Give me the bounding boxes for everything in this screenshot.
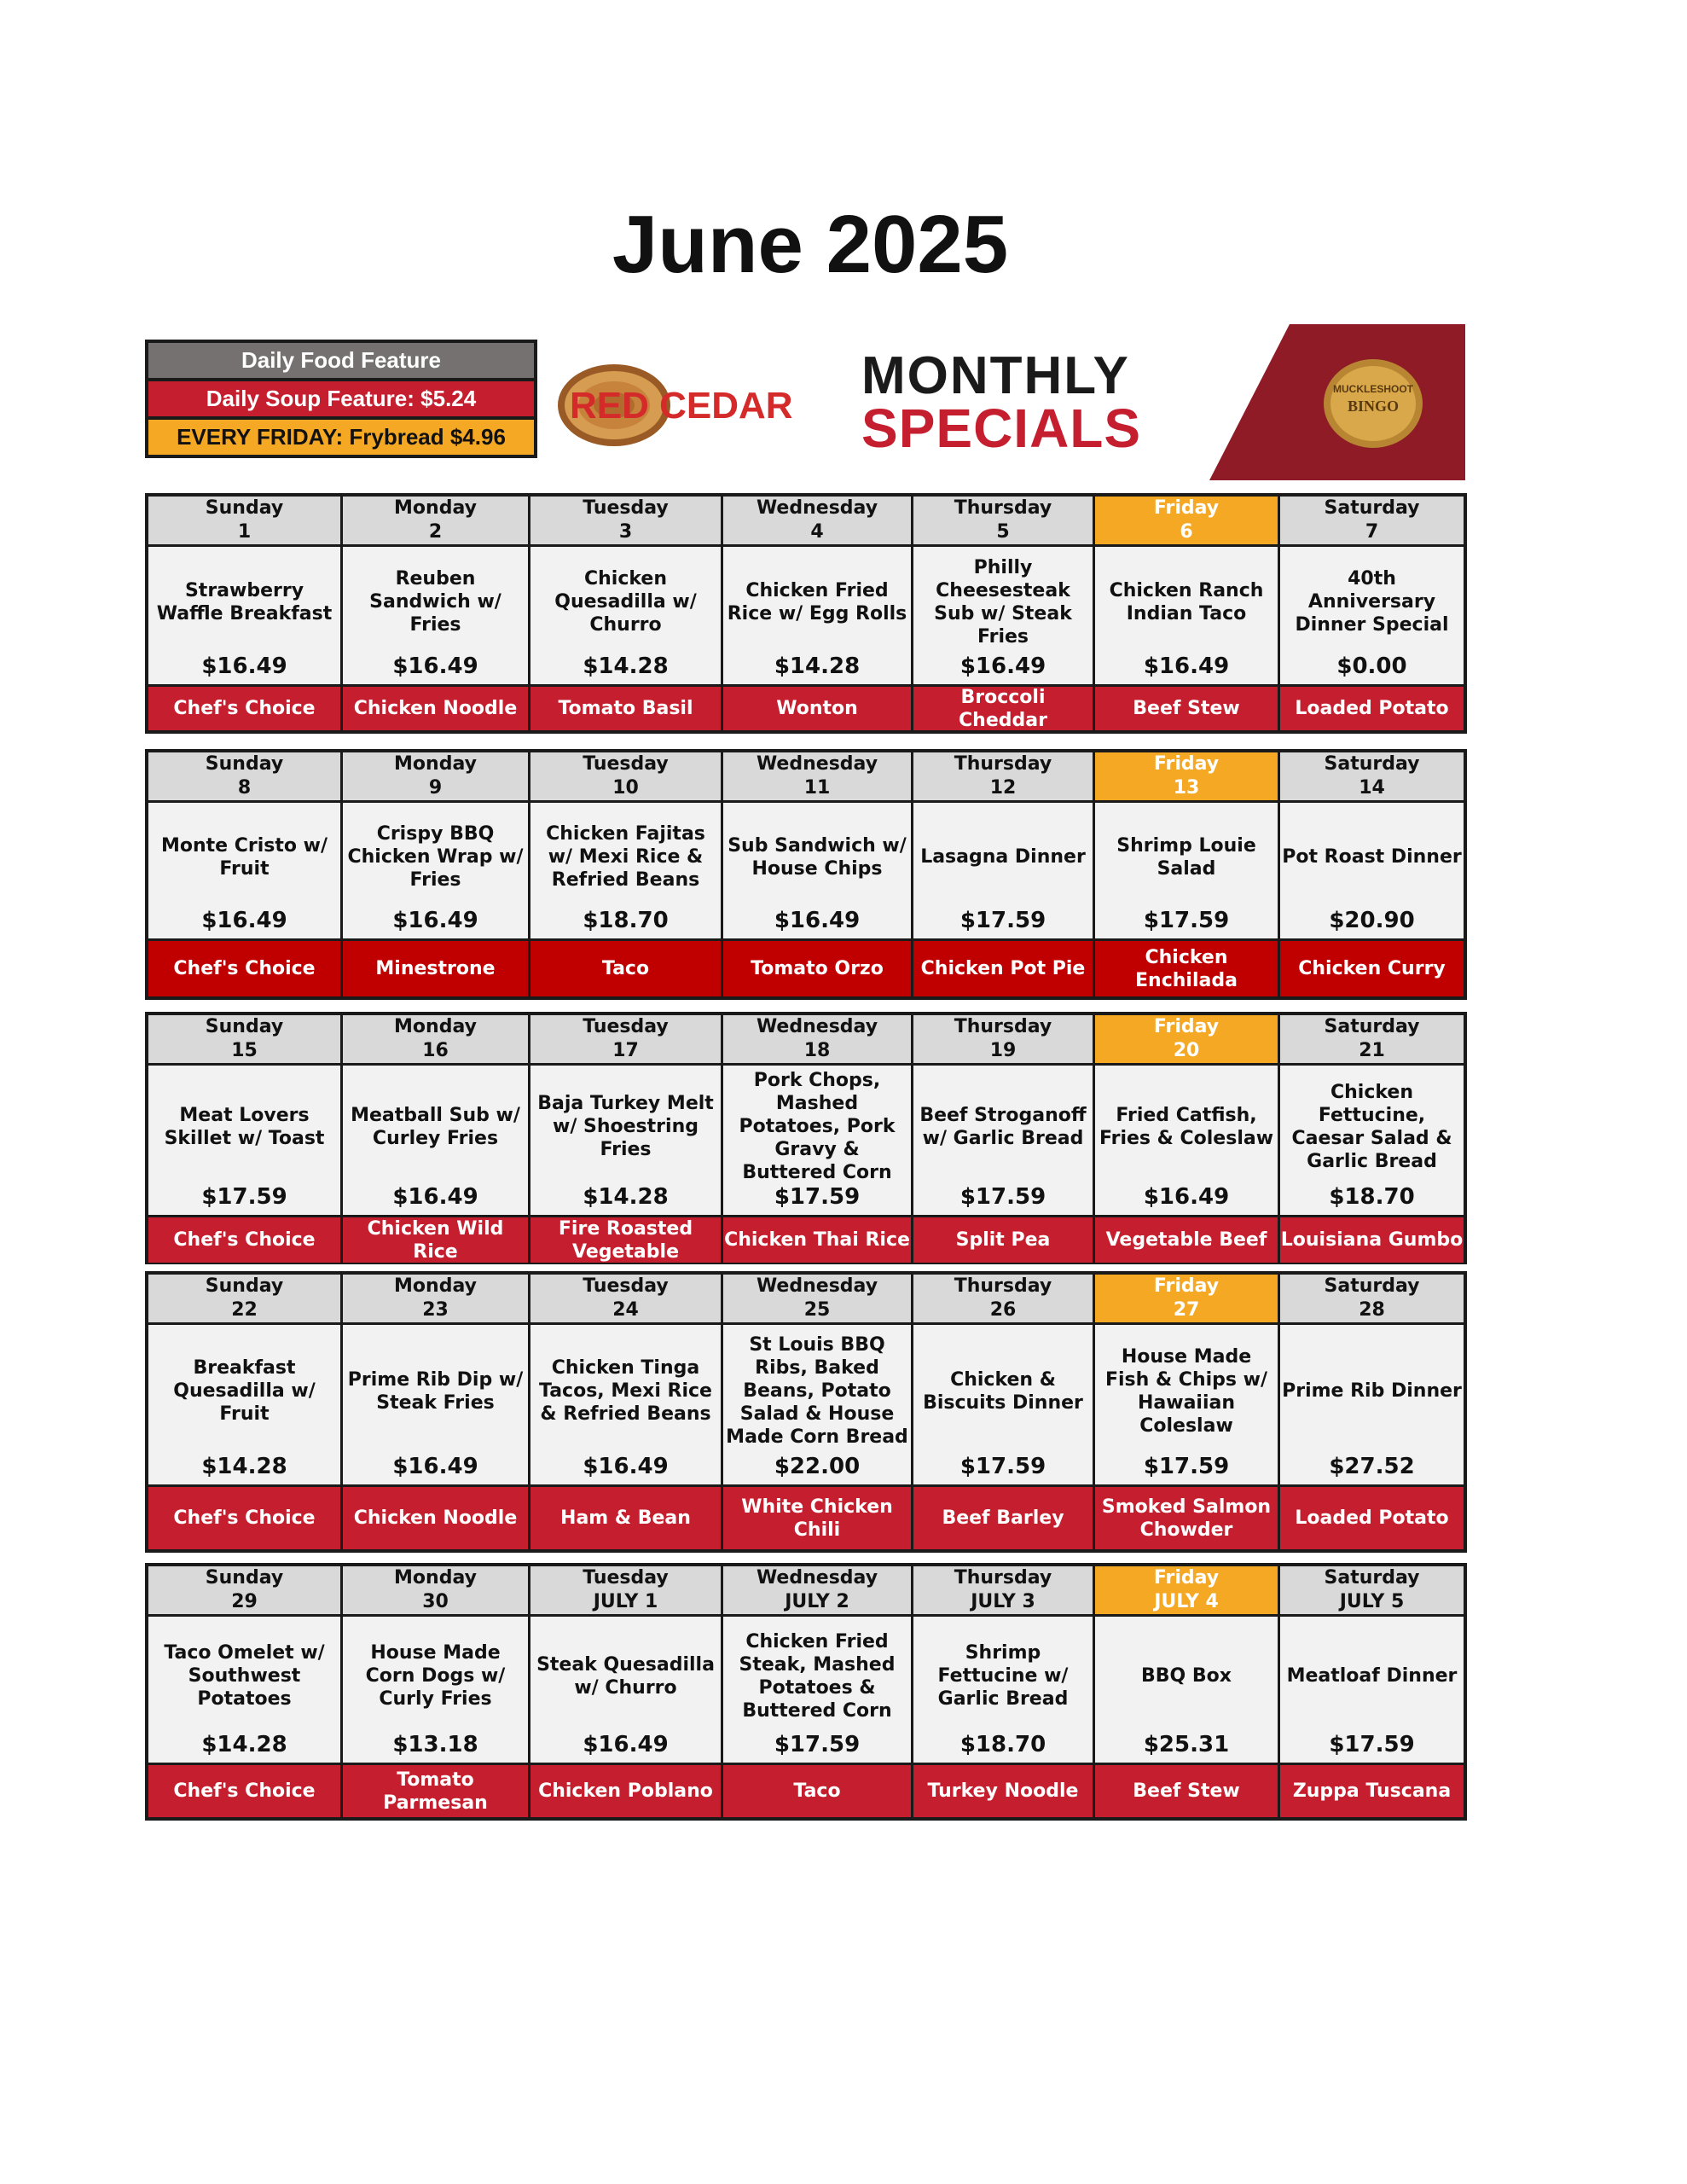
day-name: Friday [1153, 497, 1220, 519]
soup-of-day: Vegetable Beef [1095, 1215, 1278, 1263]
day-date: 3 [618, 521, 633, 543]
day-date: 17 [612, 1040, 639, 1061]
dish-area [343, 1066, 528, 1215]
dish-price: $14.28 [583, 1184, 669, 1210]
dish-price: $14.28 [774, 653, 861, 679]
day-cell [343, 1015, 530, 1263]
day-name: Monday [394, 1567, 477, 1589]
day-cell [1280, 752, 1464, 996]
dish-price: $16.49 [1143, 1184, 1230, 1210]
feature-legend [145, 340, 537, 458]
dish-price: $16.49 [392, 908, 478, 933]
dish-name: Chicken Ranch Indian Taco [1109, 579, 1264, 624]
dish-area [913, 1617, 1093, 1763]
day-date: 9 [428, 777, 443, 799]
day-cell [1095, 497, 1280, 730]
day-header [723, 1566, 911, 1617]
day-name: Wednesday [756, 1567, 878, 1589]
soup-of-day: Chef's Choice [148, 1763, 340, 1817]
dish-name: Reuben Sandwich w/ Fries [369, 568, 501, 636]
soup-of-day: Chicken Curry [1280, 938, 1464, 996]
dish-area [1095, 1617, 1278, 1763]
dish-price: $18.70 [583, 908, 669, 933]
soup-of-day: Chicken Wild Rice [343, 1215, 528, 1263]
dish-area [343, 803, 528, 938]
day-cell [530, 497, 723, 730]
day-cell [1280, 1015, 1464, 1263]
soup-of-day: Tomato Parmesan [343, 1763, 528, 1817]
day-cell [1095, 752, 1280, 996]
day-cell [913, 1015, 1095, 1263]
dish-name: Prime Rib Dip w/ Steak Fries [347, 1368, 524, 1414]
day-cell [343, 752, 530, 996]
day-date: 14 [1359, 777, 1385, 799]
day-cell [148, 1275, 343, 1549]
day-header [1095, 497, 1278, 547]
soup-of-day: Tomato Basil [530, 684, 721, 730]
dish-price: $17.59 [1143, 1454, 1230, 1479]
day-name: Saturday [1324, 1275, 1420, 1297]
dish-area [530, 547, 721, 684]
dish-area [1280, 1617, 1464, 1763]
day-cell [530, 752, 723, 996]
day-cell [1280, 1566, 1464, 1817]
day-date: 2 [428, 521, 443, 543]
day-cell [723, 497, 913, 730]
dish-price: $14.28 [201, 1732, 287, 1757]
day-name: Sunday [205, 1016, 284, 1037]
dish-name: Lasagna Dinner [920, 846, 1086, 868]
day-header [530, 1566, 721, 1617]
dish-area [1280, 803, 1464, 938]
dish-area [913, 803, 1093, 938]
dish-area [723, 803, 911, 938]
dish-price: $16.49 [201, 908, 287, 933]
dish-name: Philly Cheesesteak Sub w/ Steak Fries [934, 556, 1072, 648]
soup-of-day: Taco [530, 938, 721, 996]
dish-price: $17.59 [774, 1184, 861, 1210]
soup-of-day: Tomato Orzo [723, 938, 911, 996]
day-name: Tuesday [583, 1016, 669, 1037]
page-title: June 2025 [612, 199, 1009, 290]
dish-name: Monte Cristo w/ Fruit [160, 834, 328, 880]
day-cell [148, 497, 343, 730]
daily-food-feature: Daily Food Feature [148, 343, 534, 381]
day-cell [343, 1275, 530, 1549]
day-date: 19 [989, 1040, 1017, 1061]
day-name: Monday [394, 1016, 477, 1037]
dish-area [723, 547, 911, 684]
dish-price: $27.52 [1329, 1454, 1415, 1479]
day-header [913, 1275, 1093, 1325]
day-cell [343, 1566, 530, 1817]
day-cell [913, 1275, 1095, 1549]
day-date: 26 [989, 1299, 1017, 1321]
dish-price: $17.59 [959, 1454, 1046, 1479]
day-cell [530, 1015, 723, 1263]
day-name: Thursday [954, 1016, 1052, 1037]
dish-area [343, 547, 528, 684]
dish-name: Chicken Fettucine, Caesar Salad & Garlic Bread [1291, 1081, 1452, 1172]
day-name: Thursday [954, 497, 1052, 519]
red-cedar-logo [554, 358, 802, 452]
day-name: Monday [394, 1275, 477, 1297]
dish-area [1095, 1325, 1278, 1484]
soup-of-day: Zuppa Tuscana [1280, 1763, 1464, 1817]
calendar-week [145, 493, 1467, 734]
day-name: Friday [1153, 1567, 1220, 1589]
daily-soup-feature: Daily Soup Feature: $5.24 [148, 381, 534, 420]
dish-area [148, 1066, 340, 1215]
soup-of-day: Chicken Enchilada [1095, 938, 1278, 996]
dish-area [530, 1325, 721, 1484]
dish-price: $17.59 [959, 1184, 1046, 1210]
day-header [1095, 752, 1278, 803]
day-cell [530, 1275, 723, 1549]
svg-text:MUCKLESHOOT: MUCKLESHOOT [1333, 383, 1413, 395]
day-header [530, 752, 721, 803]
day-date: JULY 2 [785, 1591, 849, 1612]
dish-name: St Louis BBQ Ribs, Baked Beans, Potato Salad & House Made Corn Bread [726, 1334, 908, 1448]
dish-area [148, 547, 340, 684]
day-date: 1 [237, 521, 252, 543]
day-header [343, 497, 528, 547]
dish-name: Pot Roast Dinner [1282, 846, 1462, 868]
dish-price: $20.90 [1329, 908, 1415, 933]
day-header [148, 752, 340, 803]
dish-price: $16.49 [583, 1732, 669, 1757]
day-header [530, 1015, 721, 1066]
dish-price: $17.59 [774, 1732, 861, 1757]
soup-of-day: Turkey Noodle [913, 1763, 1093, 1817]
day-cell [913, 1566, 1095, 1817]
dish-name: Fried Catfish, Fries & Coleslaw [1099, 1104, 1274, 1149]
day-date: 10 [612, 777, 639, 799]
day-date: 6 [1180, 521, 1193, 543]
day-cell [343, 497, 530, 730]
day-date: 22 [231, 1299, 258, 1321]
dish-price: $16.49 [774, 908, 861, 933]
dish-name: Chicken Quesadilla w/ Churro [554, 568, 697, 636]
dish-name: Sub Sandwich w/ House Chips [728, 834, 907, 880]
dish-name: House Made Fish & Chips w/ Hawaiian Coleslaw [1104, 1345, 1268, 1437]
day-date: 12 [989, 777, 1017, 799]
day-header [913, 1015, 1093, 1066]
soup-of-day: Wonton [723, 684, 911, 730]
soup-of-day: Chicken Noodle [343, 1484, 528, 1549]
dish-area [148, 803, 340, 938]
soup-of-day: Chef's Choice [148, 1484, 340, 1549]
dish-name: Chicken Fried Steak, Mashed Potatoes & Buttered Corn [739, 1630, 896, 1722]
dish-name: Meat Lovers Skillet w/ Toast [164, 1104, 325, 1149]
day-date: 24 [612, 1299, 639, 1321]
day-date: 11 [803, 777, 831, 799]
day-header [148, 1015, 340, 1066]
soup-of-day: Louisiana Gumbo [1280, 1215, 1464, 1263]
soup-of-day: Chicken Pot Pie [913, 938, 1093, 996]
dish-area [1095, 547, 1278, 684]
day-date: 5 [996, 521, 1010, 543]
dish-price: $22.00 [774, 1454, 861, 1479]
day-date: 28 [1359, 1299, 1385, 1321]
day-header [1280, 1015, 1464, 1066]
day-name: Sunday [205, 1567, 284, 1589]
day-date: 13 [1173, 777, 1200, 799]
soup-of-day: Chicken Thai Rice [723, 1215, 911, 1263]
dish-name: Crispy BBQ Chicken Wrap w/ Fries [347, 823, 524, 891]
monthly-specials-banner [537, 324, 1465, 480]
dish-name: Breakfast Quesadilla w/ Fruit [173, 1357, 316, 1425]
dish-area [913, 547, 1093, 684]
dish-price: $18.70 [1329, 1184, 1415, 1210]
day-name: Saturday [1324, 1567, 1420, 1589]
dish-area [343, 1617, 528, 1763]
day-header [723, 1015, 911, 1066]
dish-price: $25.31 [1143, 1732, 1230, 1757]
day-cell [1280, 1275, 1464, 1549]
day-cell [723, 1275, 913, 1549]
day-name: Wednesday [756, 1275, 878, 1297]
day-name: Tuesday [583, 497, 669, 519]
svg-text:RED CEDAR: RED CEDAR [570, 385, 793, 427]
dish-price: $16.49 [583, 1454, 669, 1479]
day-header [343, 1275, 528, 1325]
day-header [1280, 1566, 1464, 1617]
dish-name: Chicken Fajitas w/ Mexi Rice & Refried Beans [546, 823, 705, 891]
day-name: Friday [1153, 1275, 1220, 1297]
day-header [148, 1566, 340, 1617]
soup-of-day: Loaded Potato [1280, 684, 1464, 730]
day-header [723, 497, 911, 547]
day-header [723, 752, 911, 803]
muckleshoot-bingo-logo [1320, 357, 1427, 450]
day-date: 7 [1365, 521, 1379, 543]
dish-area [1280, 547, 1464, 684]
dish-area [530, 1617, 721, 1763]
day-cell [723, 1566, 913, 1817]
dish-area [1280, 1066, 1464, 1215]
day-name: Sunday [205, 753, 284, 775]
day-cell [148, 1566, 343, 1817]
dish-price: $16.49 [392, 1184, 478, 1210]
soup-of-day: Beef Barley [913, 1484, 1093, 1549]
calendar-week [145, 1271, 1467, 1553]
day-name: Thursday [954, 1275, 1052, 1297]
day-date: 29 [231, 1591, 258, 1612]
dish-price: $13.18 [392, 1732, 478, 1757]
dish-area [1095, 1066, 1278, 1215]
dish-price: $16.49 [1143, 653, 1230, 679]
dish-price: $17.59 [201, 1184, 287, 1210]
day-date: 30 [422, 1591, 449, 1612]
svg-text:BINGO: BINGO [1347, 398, 1400, 415]
dish-area [148, 1325, 340, 1484]
dish-name: Prime Rib Dinner [1282, 1380, 1462, 1402]
day-header [1095, 1275, 1278, 1325]
day-name: Tuesday [583, 1567, 669, 1589]
soup-of-day: Minestrone [343, 938, 528, 996]
soup-of-day: Split Pea [913, 1215, 1093, 1263]
day-cell [1095, 1275, 1280, 1549]
dish-name: Shrimp Fettucine w/ Garlic Bread [937, 1642, 1069, 1710]
day-date: JULY 5 [1339, 1591, 1405, 1612]
day-header [1280, 752, 1464, 803]
day-name: Saturday [1324, 1016, 1420, 1037]
calendar-week [145, 749, 1467, 1000]
dish-name: House Made Corn Dogs w/ Curly Fries [365, 1642, 506, 1710]
day-name: Wednesday [756, 1016, 878, 1037]
day-cell [530, 1566, 723, 1817]
day-header [913, 497, 1093, 547]
dish-name: Strawberry Waffle Breakfast [156, 579, 333, 624]
day-cell [913, 752, 1095, 996]
day-cell [148, 752, 343, 996]
soup-of-day: Loaded Potato [1280, 1484, 1464, 1549]
soup-of-day: Chicken Noodle [343, 684, 528, 730]
soup-of-day: Chef's Choice [148, 938, 340, 996]
dish-name: 40th Anniversary Dinner Special [1295, 568, 1449, 636]
dish-price: $17.59 [1329, 1732, 1415, 1757]
banner-specials: SPECIALS [861, 398, 1142, 459]
day-name: Sunday [205, 497, 284, 519]
soup-of-day: Chef's Choice [148, 1215, 340, 1263]
day-name: Friday [1153, 1016, 1220, 1037]
dish-price: $14.28 [583, 653, 669, 679]
day-header [148, 1275, 340, 1325]
dish-name: Baja Turkey Melt w/ Shoestring Fries [537, 1093, 714, 1160]
day-header [723, 1275, 911, 1325]
dish-price: $17.59 [1143, 908, 1230, 933]
day-name: Friday [1153, 753, 1220, 775]
dish-area [1280, 1325, 1464, 1484]
dish-area [1095, 803, 1278, 938]
day-cell [1280, 497, 1464, 730]
banner-monthly: MONTHLY [861, 346, 1130, 405]
day-header [1280, 1275, 1464, 1325]
day-cell [723, 752, 913, 996]
dish-area [723, 1325, 911, 1484]
soup-of-day: Smoked Salmon Chowder [1095, 1484, 1278, 1549]
calendar-week [145, 1563, 1467, 1821]
day-header [913, 752, 1093, 803]
soup-of-day: Broccoli Cheddar [913, 684, 1093, 730]
dish-name: Beef Stroganoff w/ Garlic Bread [919, 1104, 1087, 1149]
dish-price: $16.49 [392, 1454, 478, 1479]
day-date: JULY 3 [971, 1591, 1035, 1612]
dish-name: Shrimp Louie Salad [1116, 834, 1256, 880]
dish-price: $0.00 [1336, 653, 1407, 679]
dish-name: Chicken & Biscuits Dinner [923, 1368, 1083, 1414]
day-name: Tuesday [583, 1275, 669, 1297]
day-name: Thursday [954, 753, 1052, 775]
dish-name: Taco Omelet w/ Southwest Potatoes [164, 1642, 325, 1710]
day-header [343, 752, 528, 803]
dish-price: $17.59 [959, 908, 1046, 933]
day-name: Saturday [1324, 497, 1420, 519]
dish-area [530, 1066, 721, 1215]
soup-of-day: White Chicken Chili [723, 1484, 911, 1549]
day-header [1095, 1015, 1278, 1066]
dish-price: $16.49 [201, 653, 287, 679]
dish-price: $14.28 [201, 1454, 287, 1479]
day-cell [913, 497, 1095, 730]
day-cell [1095, 1566, 1280, 1817]
soup-of-day: Beef Stew [1095, 1763, 1278, 1817]
day-header [530, 1275, 721, 1325]
day-name: Monday [394, 497, 477, 519]
day-date: 27 [1173, 1299, 1200, 1321]
dish-name: Chicken Fried Rice w/ Egg Rolls [727, 579, 907, 624]
dish-area [913, 1325, 1093, 1484]
dish-name: Pork Chops, Mashed Potatoes, Pork Gravy & Buttered Corn [739, 1070, 896, 1183]
dish-name: Chicken Tinga Tacos, Mexi Rice & Refried Beans [539, 1357, 712, 1425]
soup-of-day: Chicken Poblano [530, 1763, 721, 1817]
day-name: Saturday [1324, 753, 1420, 775]
day-cell [1095, 1015, 1280, 1263]
day-date: 15 [231, 1040, 258, 1061]
day-header [1095, 1566, 1278, 1617]
day-cell [723, 1015, 913, 1263]
dish-price: $16.49 [959, 653, 1046, 679]
dish-area [343, 1325, 528, 1484]
soup-of-day: Taco [723, 1763, 911, 1817]
dish-price: $16.49 [392, 653, 478, 679]
dish-area [723, 1617, 911, 1763]
day-name: Sunday [205, 1275, 284, 1297]
day-date: JULY 4 [1154, 1591, 1219, 1612]
day-header [148, 497, 340, 547]
day-date: 25 [803, 1299, 831, 1321]
soup-of-day: Beef Stew [1095, 684, 1278, 730]
soup-of-day: Chef's Choice [148, 684, 340, 730]
day-date: 4 [810, 521, 824, 543]
day-date: 16 [422, 1040, 449, 1061]
dish-area [148, 1617, 340, 1763]
dish-area [530, 803, 721, 938]
day-name: Monday [394, 753, 477, 775]
day-header [1280, 497, 1464, 547]
day-name: Wednesday [756, 753, 878, 775]
day-date: 20 [1173, 1040, 1200, 1061]
day-date: JULY 1 [593, 1591, 658, 1612]
day-name: Thursday [954, 1567, 1052, 1589]
soup-of-day: Ham & Bean [530, 1484, 721, 1549]
day-header [343, 1015, 528, 1066]
dish-area [913, 1066, 1093, 1215]
day-name: Tuesday [583, 753, 669, 775]
dish-name: Meatloaf Dinner [1286, 1665, 1458, 1687]
dish-name: Steak Quesadilla w/ Churro [536, 1653, 715, 1699]
dish-price: $18.70 [959, 1732, 1046, 1757]
soup-of-day: Fire Roasted Vegetable [530, 1215, 721, 1263]
day-header [913, 1566, 1093, 1617]
dish-area [723, 1066, 911, 1215]
friday-frybread-feature: EVERY FRIDAY: Frybread $4.96 [148, 420, 534, 455]
day-date: 18 [803, 1040, 831, 1061]
dish-name: BBQ Box [1141, 1665, 1232, 1687]
day-date: 23 [422, 1299, 449, 1321]
day-cell [148, 1015, 343, 1263]
day-name: Wednesday [756, 497, 878, 519]
day-date: 21 [1359, 1040, 1385, 1061]
day-header [343, 1566, 528, 1617]
dish-name: Meatball Sub w/ Curley Fries [351, 1104, 520, 1149]
calendar-week [145, 1012, 1467, 1264]
day-header [530, 497, 721, 547]
day-date: 8 [237, 777, 252, 799]
